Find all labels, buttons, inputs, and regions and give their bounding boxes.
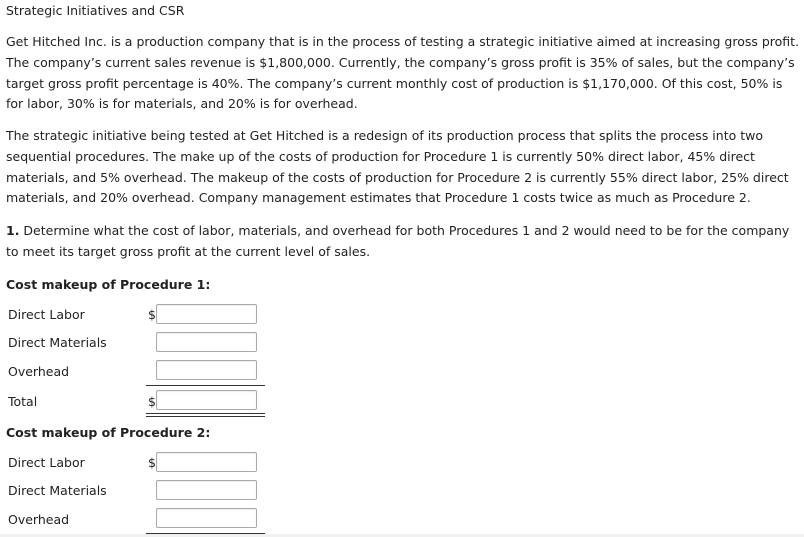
question-1 [6,221,802,263]
p2-direct-labor-label: Direct Labor [8,455,85,470]
p2-direct-labor-input[interactable] [156,452,257,472]
p2-overhead-label: Overhead [8,512,70,527]
p2-direct-materials-label: Direct Materials [8,483,107,498]
p1-total-double-rule-top [146,413,265,414]
p2-direct-materials-input[interactable] [156,480,257,500]
p1-direct-labor-label: Direct Labor [8,307,85,322]
question-text: Determine what the cost of labor, materials, and overhead for both Procedures 1 and 2 would need to be for the company to meet its target gross profit at the current level of sales. [6,223,790,259]
scenario-paragraph-2: The strategic initiative being tested at Get Hitched is a redesign of its production process that splits the process into two sequential procedures. The make up of the costs of production for Procedure 1 is currently 50% direct labor, 45% direct materials, and 5% overhead. The makeup of the costs of production for Procedure 2 is currently 55% direct labor, 25% direct materials, and 20% overhead. Company management estimates that Procedure 1 costs twice as much as Procedure 2. [6,128,789,206]
p2-direct-labor-dollar-sign: $ [148,455,156,470]
p1-overhead-input[interactable] [156,360,257,380]
procedure-2-heading: Cost makeup of Procedure 2: [6,425,211,440]
p1-total-label: Total [8,394,38,409]
p2-overhead-input[interactable] [156,508,257,528]
question-number: 1. [6,223,20,238]
p1-total-double-rule-bottom [146,416,265,417]
p1-subtotal-rule [146,385,265,386]
p1-total-input[interactable] [156,390,257,410]
page-title: Strategic Initiatives and CSR [6,3,185,18]
p1-direct-labor-input[interactable] [156,304,257,324]
p1-direct-labor-dollar-sign: $ [148,307,156,322]
p1-total-dollar-sign: $ [148,394,156,409]
p1-direct-materials-input[interactable] [156,332,257,352]
p1-overhead-label: Overhead [8,364,70,379]
scenario-paragraph-1: Get Hitched Inc. is a production company that is in the process of testing a strategic initiative aimed at increasing gross profit. The company’s current sales revenue is $1,800,000. Currently, the company’s gross profit is 35% of sales, but the company’s target gross profit percentage is 40%. The company’s current monthly cost of production is $1,170,000. Of this cost, 50% is for labor, 30% is for materials, and 20% is for overhead. [6,34,800,112]
p1-direct-materials-label: Direct Materials [8,335,107,350]
procedure-1-heading: Cost makeup of Procedure 1: [6,277,211,292]
